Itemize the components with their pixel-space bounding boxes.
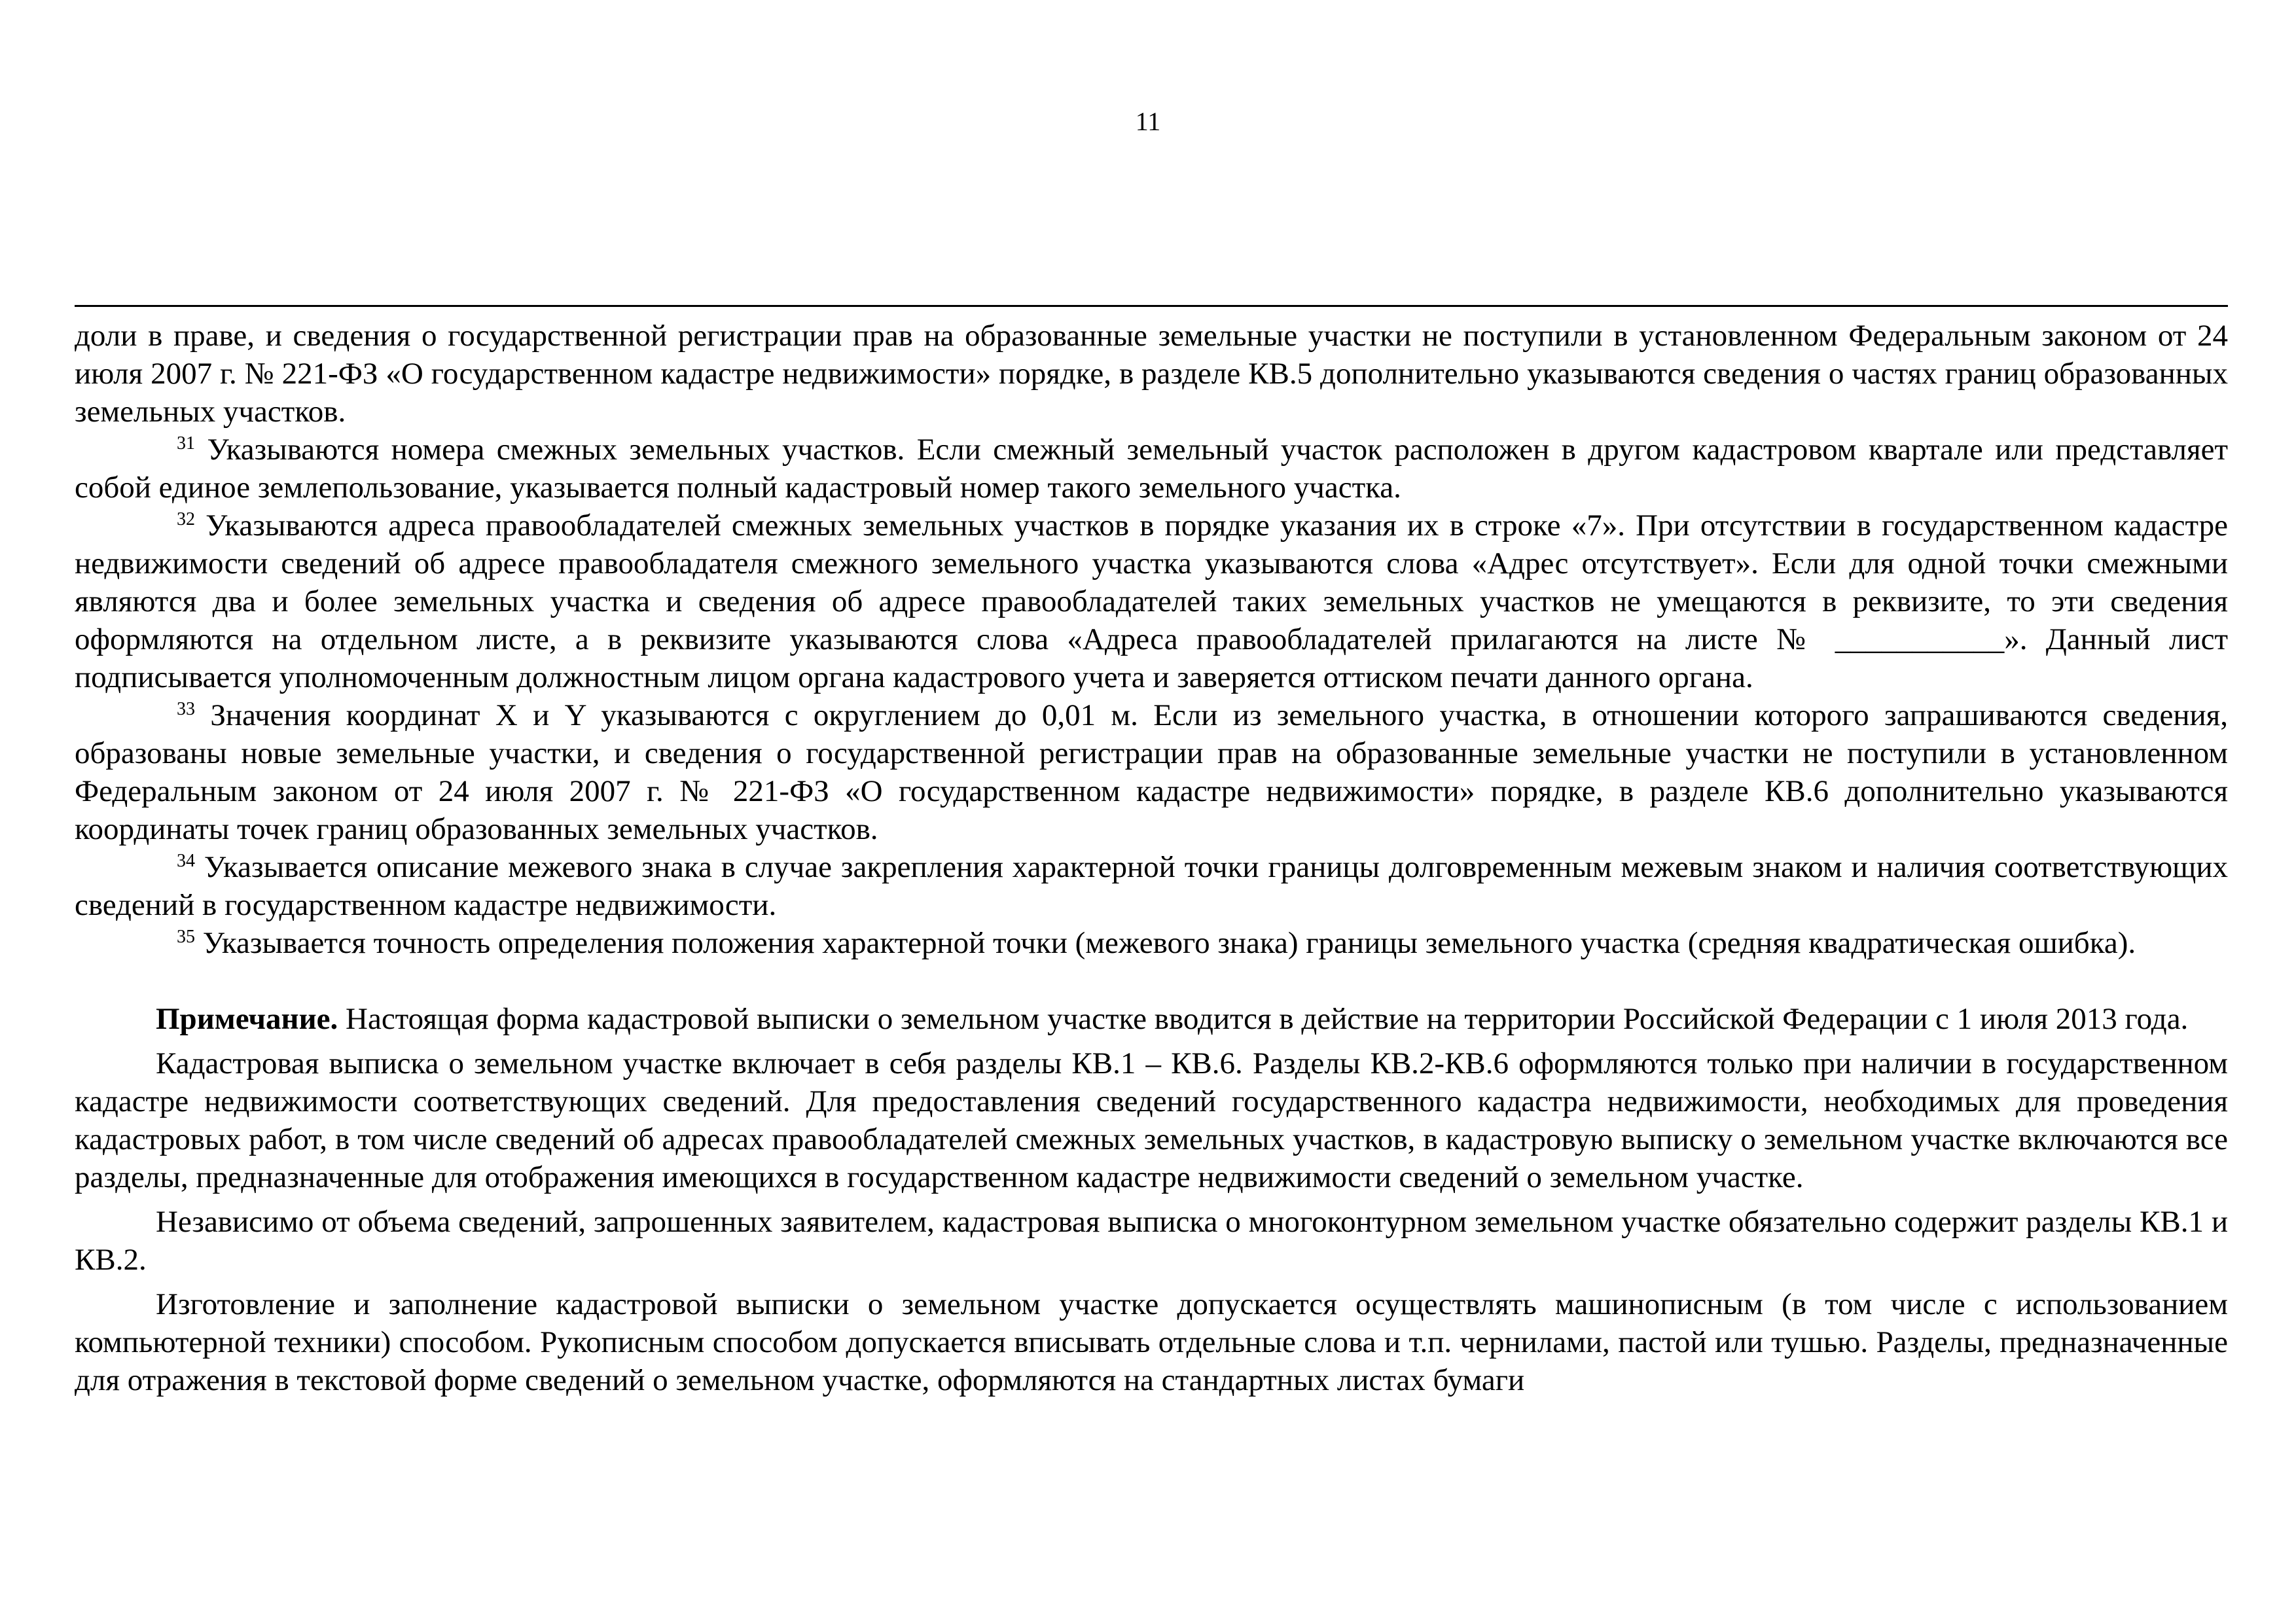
footnote-text: Указывается точность определения положения характерной точки (межевого знака) границы земельного участка (средняя квадратическая ошибка).: [202, 926, 2136, 960]
footnote-number: 33: [177, 699, 195, 719]
note-text: Настоящая форма кадастровой выписки о земельном участке вводится в действие на территории Российской Федерации с 1 июля 2013 года.: [346, 1002, 2189, 1036]
page-number: 11: [1135, 107, 1161, 136]
footnote-number: 31: [177, 433, 195, 454]
footnote-continuation: доли в праве, и сведения о государственной регистрации прав на образованные земельные участки не поступили в установленном Федеральным законом от 24 июля 2007 г. № 221-ФЗ «О государственном кадастре недвижимости» порядке, в разделе КВ.5 дополнительно указываются сведения о частях границ образованных земельных участков.: [75, 319, 2228, 429]
body-paragraph-1: Кадастровая выписка о земельном участке включает в себя разделы КВ.1 – КВ.6. Разделы КВ.2-КВ.6 оформляются только при наличии в государственном кадастре недвижимости соответствующих сведений. Для предоставления сведений государственного кадастра недвижимости, необходимых для проведения кадастровых работ, в том числе сведений об адресах правообладателей смежных земельных участков, в кадастровую выписку о земельном участке включаются все разделы, предназначенные для отображения имеющихся в государственном кадастре недвижимости сведений о земельном участке.: [75, 1046, 2228, 1194]
footnote-number: 34: [177, 851, 195, 871]
note-paragraph: [75, 1000, 2228, 1038]
document-body: [75, 317, 2228, 1399]
footnote-32: [75, 507, 2228, 696]
footnote-number: 35: [177, 927, 195, 947]
footnote-separator-line: [75, 305, 2228, 307]
footnote-34: [75, 848, 2228, 924]
footnote-text: Указываются номера смежных земельных участков. Если смежный земельный участок расположен в другом кадастровом квартале или представляет собой единое землепользование, указывается полный кадастровый номер такого земельного участка.: [75, 433, 2229, 505]
note-label: Примечание.: [156, 1002, 338, 1036]
footnote-text: Значения координат X и Y указываются с округлением до 0,01 м. Если из земельного участка, в отношении которого запрашиваются сведения, образованы новые земельные участки, и сведения о государственной регистрации прав на образованные земельные участки не поступили в установленном Федеральным законом от 24 июля 2007 г. № 221-ФЗ «О государственном кадастре недвижимости» порядке, в разделе КВ.6 дополнительно указываются координаты точек границ образованных земельных участков.: [75, 698, 2229, 846]
body-paragraph-3: Изготовление и заполнение кадастровой выписки о земельном участке допускается осуществлять машинописным (в том числе с использованием компьютерной техники) способом. Рукописным способом допускается вписывать отдельные слова и т.п. чернилами, пастой или тушью. Разделы, предназначенные для отражения в текстовой форме сведений о земельном участке, оформляются на стандартных листах бумаги: [75, 1287, 2228, 1397]
footnote-text: Указывается описание межевого знака в случае закрепления характерной точки границы долговременным межевым знаком и наличия соответствующих сведений в государственном кадастре недвижимости.: [75, 850, 2229, 922]
footnote-31: [75, 431, 2228, 507]
footnote-text: Указываются адреса правообладателей смежных земельных участков в порядке указания их в строке «7». При отсутствии в государственном кадастре недвижимости сведений об адресе правообладателя смежного земельного участка указываются слова «Адрес отсутствует». Если для одной точки смежными являются два и более земельных участка и сведения об адресе правообладателей таких земельных участков не умещаются в реквизите, то эти сведения оформляются на отдельном листе, а в реквизите указываются слова «Адреса правообладателей прилагаются на листе № ___________». Данный лист подписывается уполномоченным должностным лицом органа кадастрового учета и заверяется оттиском печати данного органа.: [75, 508, 2228, 694]
footnote-35: [75, 924, 2228, 962]
footnote-number: 32: [177, 509, 195, 529]
body-paragraph-2: Независимо от объема сведений, запрошенных заявителем, кадастровая выписка о многоконтурном земельном участке обязательно содержит разделы КВ.1 и КВ.2.: [75, 1205, 2228, 1277]
footnote-33: [75, 696, 2228, 848]
